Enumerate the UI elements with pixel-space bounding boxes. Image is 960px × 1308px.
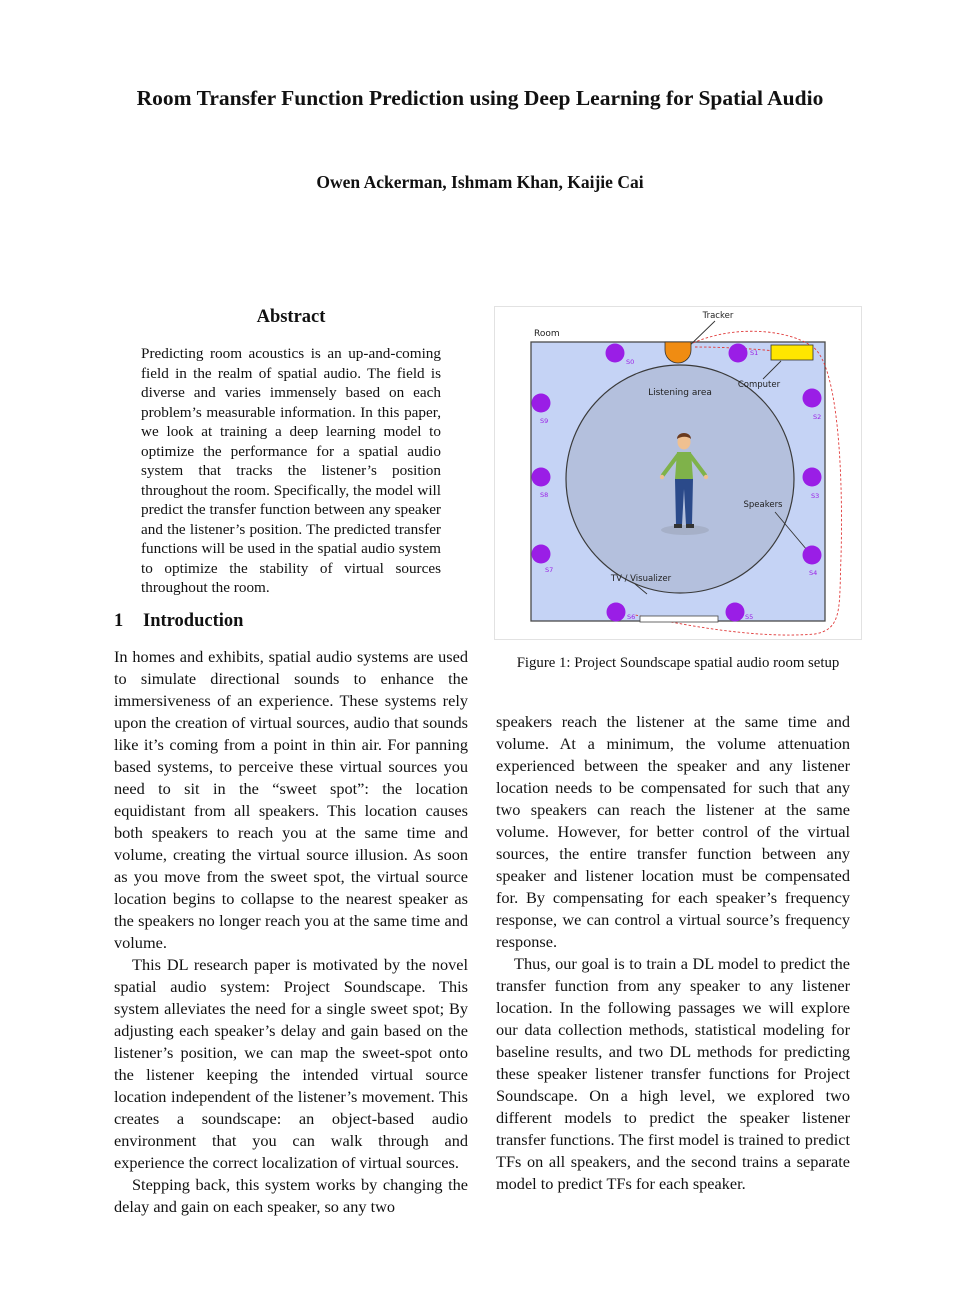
- tv-icon: [640, 616, 718, 622]
- intro-paragraph-3: Stepping back, this system works by changing the delay and gain on each speaker, so any two: [114, 1175, 468, 1216]
- speaker-icon: [532, 545, 551, 564]
- section-heading-introduction: [114, 611, 243, 632]
- speaker-icon: [803, 546, 822, 565]
- room-label: Room: [534, 329, 560, 339]
- speaker-icon: [606, 344, 625, 363]
- speaker-label: S4: [809, 569, 818, 577]
- listener-shadow: [661, 525, 709, 535]
- speaker-label: S5: [745, 613, 754, 621]
- right-column: [496, 711, 850, 1195]
- speaker-icon: [803, 468, 822, 487]
- intro-paragraph-4: Thus, our goal is to train a DL model to predict the transfer function from any speaker to any listener location. In the following passages we will explore our data collection methods, statistical modeling for baseline results, and two DL methods for predicting these speaker listener transfer functions for Project Soundscape. On a high level, we explored two different models to predict the speaker listener transfer functions. The first model is trained to predict TFs on all speakers, and the second trains a separate model to predict TFs for each speaker.: [496, 954, 850, 1193]
- speaker-icon: [532, 468, 551, 487]
- abstract-heading: Abstract: [256, 307, 326, 327]
- listener-right-shoe: [686, 524, 694, 528]
- speaker-label: S3: [811, 492, 820, 500]
- intro-paragraph-1: In homes and exhibits, spatial audio systems are used to simulate directional sounds to enhance the immersiveness of an experience. These systems rely upon the creation of virtual sources, audio that sounds like it’s coming from a point in thin air. For panning based systems, to perceive these virtual sources you need to sit in the “sweet spot”: the location equidistant from all speakers. This location causes both speakers to reach you at the same time and volume, creating the virtual source illusion. As soon as you move from the sweet spot, the virtual source location begins to collapse to the nearest speaker as the speakers no longer reach you at the same time and volume.: [114, 647, 468, 952]
- figure-room-setup: [494, 306, 862, 640]
- section-number: 1: [114, 611, 124, 631]
- speaker-label: S1: [750, 349, 759, 357]
- paper-authors: Owen Ackerman, Ishmam Khan, Kaijie Cai: [316, 172, 644, 192]
- speaker-label: S0: [626, 358, 635, 366]
- tracker-label: Tracker: [702, 311, 734, 321]
- paper-title: Room Transfer Function Prediction using Deep Learning for Spatial Audio: [136, 86, 824, 110]
- intro-paragraph-2: This DL research paper is motivated by the novel spatial audio system: Project Soundscape. This system alleviates the need for a single sweet spot; By adjusting each speaker’s delay and gain based on the listener’s position, we can map the sweet-spot onto the listener keeping the intended virtual source location independent of the listener’s movement. This creates a soundscape: an object-based audio environment that you can walk through and experience the correct localization of virtual sources.: [114, 955, 468, 1172]
- speaker-label: S9: [540, 417, 549, 425]
- computer-icon: [771, 345, 813, 360]
- speaker-icon: [729, 344, 748, 363]
- listener-left-hand: [660, 475, 664, 479]
- speaker-label: S6: [627, 613, 636, 621]
- speaker-icon: [532, 394, 551, 413]
- listener-right-hand: [704, 475, 708, 479]
- speaker-label: S7: [545, 566, 554, 574]
- speaker-icon: [726, 603, 745, 622]
- speaker-label: S8: [540, 491, 549, 499]
- listening-area-label: Listening area: [648, 388, 712, 398]
- intro-paragraph-3-continued: speakers reach the listener at the same time and volume. At a minimum, the volume attenuation experienced between the speaker and any listener location needs to be compensated for such that any two speakers can reach the listener at the same volume. However, for better control of the virtual sources, the entire transfer function between any speaker and listener location must be compensated for. By compensating for each speaker’s frequency response, we can control a virtual source’s frequency response.: [496, 712, 850, 951]
- tv-label: TV / Visualizer: [610, 574, 672, 584]
- listener-left-shoe: [674, 524, 682, 528]
- room-diagram: [495, 307, 861, 639]
- computer-label: Computer: [737, 380, 781, 390]
- left-column: [114, 646, 468, 1218]
- section-title: Introduction: [143, 611, 244, 631]
- speaker-icon: [803, 389, 822, 408]
- speaker-icon: [607, 603, 626, 622]
- speaker-label: S2: [813, 413, 822, 421]
- speakers-label: Speakers: [743, 500, 783, 510]
- figure-caption: Figure 1: Project Soundscape spatial audio room setup: [516, 655, 840, 671]
- abstract-text: Predicting room acoustics is an up-and-coming field in the realm of spatial audio. The field is diverse and varies immensely based on each problem’s measurable information. In this paper, we look at training a deep learning model to optimize the performance for a spatial audio system that tracks the listener’s position throughout the room. Specifically, the model will predict the transfer function between any speaker and the listener’s position. The predicted transfer functions will be used in the spatial audio system to optimize the stability of virtual sources throughout the room.: [141, 345, 441, 596]
